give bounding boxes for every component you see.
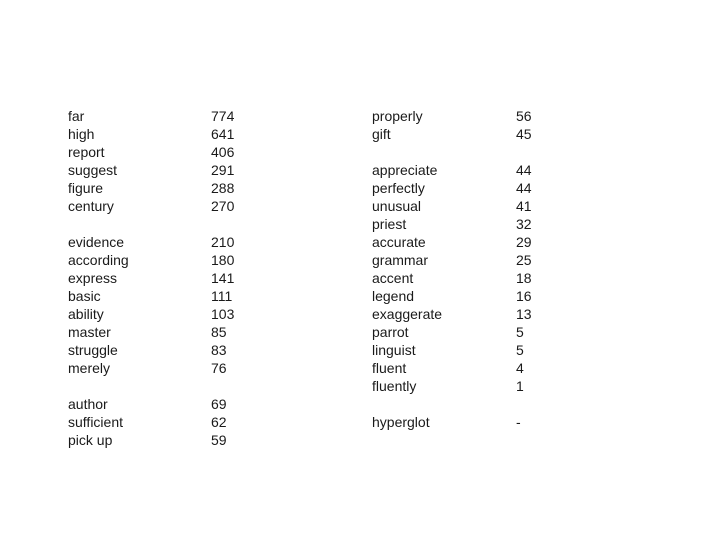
- word-cell: perfectly: [372, 180, 425, 196]
- count-cell: 29: [516, 234, 532, 250]
- word-cell: ability: [68, 306, 104, 322]
- word-cell: unusual: [372, 198, 422, 214]
- right-word-column: [372, 107, 442, 431]
- spacer-row: [516, 143, 532, 161]
- count-cell: 25: [516, 252, 532, 268]
- count-cell: 18: [516, 270, 532, 286]
- count-cell: 291: [211, 162, 235, 178]
- word-cell: accurate: [372, 234, 426, 250]
- word-cell: evidence: [68, 234, 125, 250]
- word-cell: priest: [372, 216, 407, 232]
- spacer-row: [372, 395, 442, 413]
- word-cell: basic: [68, 288, 101, 304]
- word-cell: sufficient: [68, 414, 123, 430]
- word-cell: high: [68, 126, 95, 142]
- word-cell: exaggerate: [372, 306, 443, 322]
- spacer-row: [372, 143, 442, 161]
- count-cell: 103: [211, 306, 235, 322]
- word-cell: suggest: [68, 162, 118, 178]
- word-cell: gift: [372, 126, 391, 142]
- word-cell: properly: [372, 108, 423, 124]
- count-cell: 1: [516, 378, 524, 394]
- word-cell: legend: [372, 288, 415, 304]
- count-cell: 288: [211, 180, 235, 196]
- count-cell: 69: [211, 396, 227, 412]
- word-cell: author: [68, 396, 108, 412]
- count-cell: 210: [211, 234, 235, 250]
- spacer-row: [516, 395, 532, 413]
- spacer-row: [211, 377, 234, 395]
- count-cell: 5: [516, 324, 524, 340]
- count-cell: 641: [211, 126, 235, 142]
- word-cell: report: [68, 144, 105, 160]
- word-cell: figure: [68, 180, 104, 196]
- word-cell: express: [68, 270, 118, 286]
- word-cell: pick up: [68, 432, 113, 448]
- count-cell: 141: [211, 270, 235, 286]
- left-word-column: [68, 107, 129, 449]
- word-cell: grammar: [372, 252, 429, 268]
- count-cell: 44: [516, 162, 532, 178]
- spacer-row: [68, 377, 129, 395]
- word-cell: linguist: [372, 342, 416, 358]
- word-cell: master: [68, 324, 111, 340]
- word-cell: fluent: [372, 360, 407, 376]
- word-cell: accent: [372, 270, 414, 286]
- word-cell: struggle: [68, 342, 118, 358]
- count-cell: 16: [516, 288, 532, 304]
- count-cell: 13: [516, 306, 532, 322]
- word-cell: fluently: [372, 378, 417, 394]
- word-cell: according: [68, 252, 129, 268]
- count-cell: 83: [211, 342, 227, 358]
- word-cell: century: [68, 198, 114, 214]
- count-cell: 774: [211, 108, 235, 124]
- word-cell: hyperglot: [372, 414, 430, 430]
- count-cell: 406: [211, 144, 235, 160]
- word-cell: far: [68, 108, 85, 124]
- count-cell: 111: [211, 288, 233, 304]
- count-cell: 180: [211, 252, 235, 268]
- word-cell: parrot: [372, 324, 409, 340]
- count-cell: -: [516, 414, 521, 430]
- count-cell: 4: [516, 360, 524, 376]
- count-cell: 56: [516, 108, 532, 124]
- spacer-row: [211, 215, 234, 233]
- count-cell: 44: [516, 180, 532, 196]
- count-cell: 5: [516, 342, 524, 358]
- count-cell: 85: [211, 324, 227, 340]
- right-count-column: [516, 107, 532, 431]
- count-cell: 76: [211, 360, 227, 376]
- word-cell: merely: [68, 360, 111, 376]
- spacer-row: [68, 215, 129, 233]
- count-cell: 32: [516, 216, 532, 232]
- count-cell: 45: [516, 126, 532, 142]
- count-cell: 59: [211, 432, 227, 448]
- count-cell: 41: [516, 198, 532, 214]
- left-count-column: [211, 107, 234, 449]
- count-cell: 270: [211, 198, 235, 214]
- count-cell: 62: [211, 414, 227, 430]
- word-cell: appreciate: [372, 162, 438, 178]
